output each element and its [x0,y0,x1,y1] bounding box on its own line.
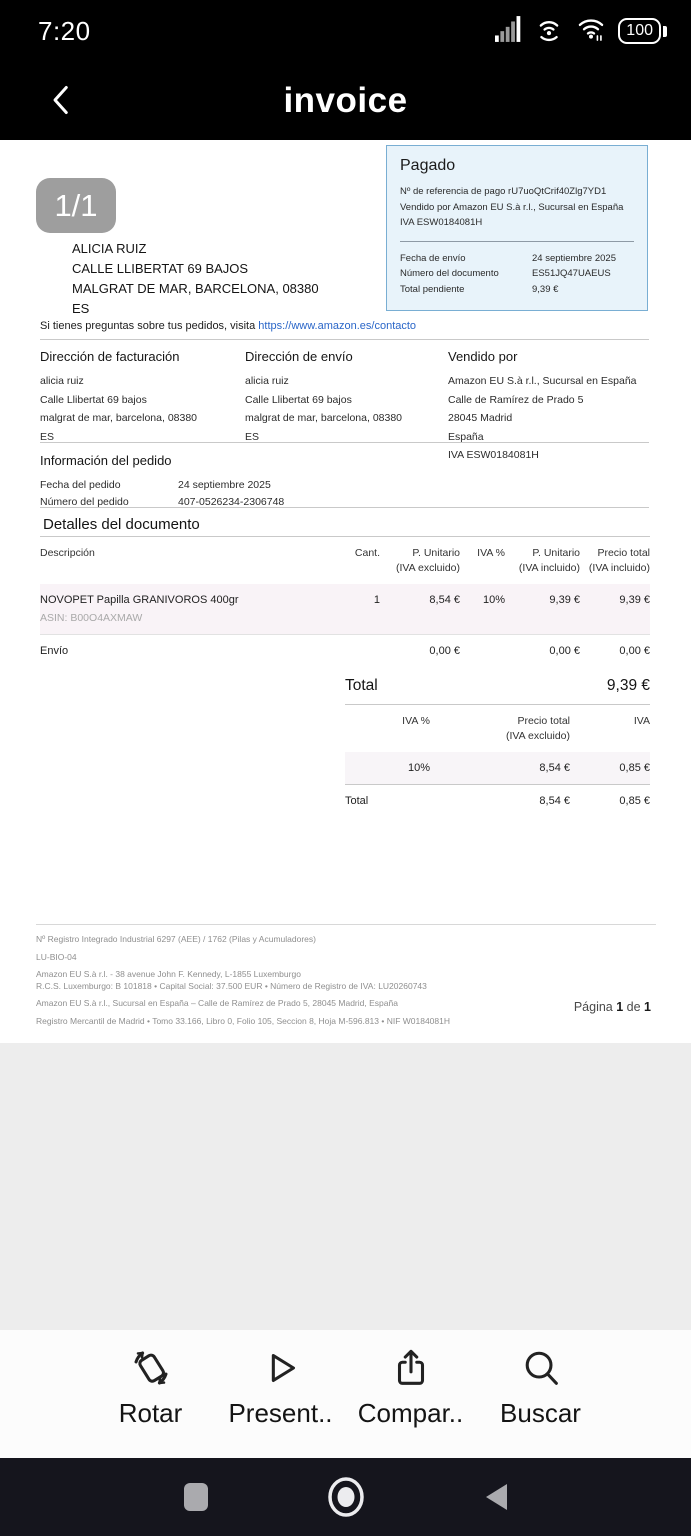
rotate-label: Rotar [118,1398,183,1428]
recipient-street: CALLE LLIBERTAT 69 BAJOS [72,261,249,276]
seller-column: Vendido por Amazon EU S.à r.l., Sucursal en España Calle de Ramírez de Prado 5 28045 Madrid España IVA ESW0184081H [448,349,649,442]
page-title: invoice [283,81,408,120]
order-date-label: Fecha del pedido [40,479,121,491]
grand-total-value: 9,39 € [606,677,650,694]
billing-address-title: Dirección de facturación [40,349,180,364]
vat-summary-table [345,704,650,817]
pending-total-label: Total pendiente [400,283,465,295]
pending-total-value: 9,39 € [532,283,559,295]
search-button[interactable] [476,1344,606,1429]
signal-strength-icon [495,16,523,47]
vat-total-row: Total 8,54 € 0,85 € [345,784,650,817]
header-unit-ex: P. Unitario (IVA excluido) [396,547,460,574]
share-label: Compar.. [357,1398,464,1428]
recipient-name: ALICIA RUIZ [72,241,147,256]
wifi-calling-icon [534,15,564,48]
pdf-toolbar [0,1330,691,1458]
search-label: Buscar [500,1398,581,1428]
table-row-product: NOVOPET Papilla GRANIVOROS 400gr ASIN: B00O4AXMAW 1 8,54 € 10% 9,39 € 9,39 € [40,584,650,635]
company-address-line: Amazon EU S.à r.l. - 38 avenue John F. Kennedy, L-1855 Luxemburgo [36,969,301,979]
contact-text: Si tienes preguntas sobre tus pedidos, visita [40,320,259,332]
header-total: Precio total (IVA incluido) [588,547,650,574]
vat-rate-row: 10% 8,54 € 0,85 € [345,752,650,784]
table-row-shipping: Envío 0,00 € 0,00 € 0,00 € [40,635,650,668]
share-icon [387,1344,435,1392]
order-info-title: Información del pedido [40,453,172,468]
status-bar [0,0,691,62]
order-date-value: 24 septiembre 2025 [178,479,271,491]
legal-fine-print [36,924,656,1033]
ship-date-value: 24 septiembre 2025 [532,252,616,264]
vat-line: IVA ESW0184081H [400,217,483,228]
header-unit-in: P. Unitario (IVA incluido) [518,547,580,574]
ship-date-row [400,251,634,267]
present-label: Present.. [228,1398,333,1428]
app-header [0,62,691,140]
chevron-left-icon [47,85,73,115]
billing-address-column: Dirección de facturación alicia ruiz Calle Llibertat 69 bajos malgrat de mar, barcelona, 08380 ES [40,349,245,442]
page-indicator: Página 1 de 1 [573,1000,651,1014]
share-button[interactable] [346,1344,476,1429]
status-icons [495,15,667,48]
rcs-line: R.C.S. Luxemburgo: B 101818 • Capital Social: 37.500 EUR • Número de Registro de IVA: LU20260743 [36,980,427,991]
search-icon [517,1344,565,1392]
back-button[interactable] [42,82,78,118]
recents-button[interactable] [176,1477,216,1517]
recipient-country: ES [72,301,90,316]
payment-reference: Nº de referencia de pago rU7uoQtCrif40Zlg7YD1 [400,186,607,197]
document-details-block [40,536,650,817]
order-number-value: 407-0526234-2306748 [178,495,285,508]
header-vat-pct: IVA % [477,547,505,559]
battery-level: 100 [618,18,661,44]
order-number-row [40,494,649,511]
vat-header-row: IVA % Precio total (IVA excluido) IVA [402,715,650,742]
rotate-icon [127,1344,175,1392]
shipping-label: Envío [40,635,330,668]
paid-box-divider [400,241,634,242]
lu-bio-line: LU-BIO-04 [36,951,77,962]
paid-status-box [386,145,648,311]
home-circle-icon [326,1475,366,1519]
recents-square-icon [182,1481,210,1513]
status-time: 7:20 [38,15,91,46]
seller-line: Vendido por Amazon EU S.à r.l., Sucursal en España [400,201,624,213]
branch-line: Amazon EU S.à r.l., Sucursal en España – Calle de Ramírez de Prado 5, 28045 Madrid, España [36,998,398,1008]
shipping-address-title: Dirección de envío [245,349,353,364]
back-triangle-icon [483,1482,509,1512]
recipient-address [72,239,319,319]
header-quantity: Cant. [354,547,380,559]
wifi-icon [575,15,607,48]
product-description: NOVOPET Papilla GRANIVOROS 400gr [40,594,239,606]
back-nav-button[interactable] [476,1477,516,1517]
order-number-label: Número del pedido [40,495,129,508]
rotate-button[interactable] [86,1344,216,1429]
order-date-row [40,477,649,494]
registry-line: Nº Registro Integrado Industrial 6297 (AEE) / 1762 (Pilas y Acumuladores) [36,934,316,944]
document-number-value: ES51JQ47UAEUS [532,268,611,279]
product-asin: ASIN: B00O4AXMAW [40,612,143,624]
grand-total-label: Total [345,677,378,694]
invoice-document [0,140,691,1043]
document-number-label: Número del documento [400,268,499,279]
seller-title: Vendido por [448,349,518,364]
product-cell [40,584,330,635]
contact-line [40,320,416,332]
order-info-section [40,453,649,508]
present-button[interactable] [216,1344,346,1429]
items-table [40,536,650,667]
document-details-title: Detalles del documento [43,516,200,533]
play-icon [257,1344,305,1392]
paid-title: Pagado [400,157,456,174]
ship-date-label: Fecha de envío [400,252,466,264]
grand-total-row [345,677,650,695]
contact-link[interactable]: https://www.amazon.es/contacto [258,320,417,332]
battery-icon [618,18,667,44]
pending-total-row [400,282,634,298]
viewer-background [0,1043,691,1330]
android-nav-bar [0,1458,691,1536]
mercantile-registry-line: Registro Mercantil de Madrid • Tomo 33.166, Libro 0, Folio 105, Seccion 8, Hoja M-596.813 • NIF W0184081H [36,1015,451,1026]
page-count-badge: 1/1 [36,178,116,233]
header-description: Descripción [40,547,95,559]
shipping-address-column: Dirección de envío alicia ruiz Calle Llibertat 69 bajos malgrat de mar, barcelona, 08380 ES [245,349,448,442]
home-button[interactable] [326,1477,366,1517]
recipient-city: MALGRAT DE MAR, BARCELONA, 08380 [72,281,319,296]
items-header-row [40,537,650,585]
battery-nub [663,26,667,37]
document-number-row [400,266,634,282]
